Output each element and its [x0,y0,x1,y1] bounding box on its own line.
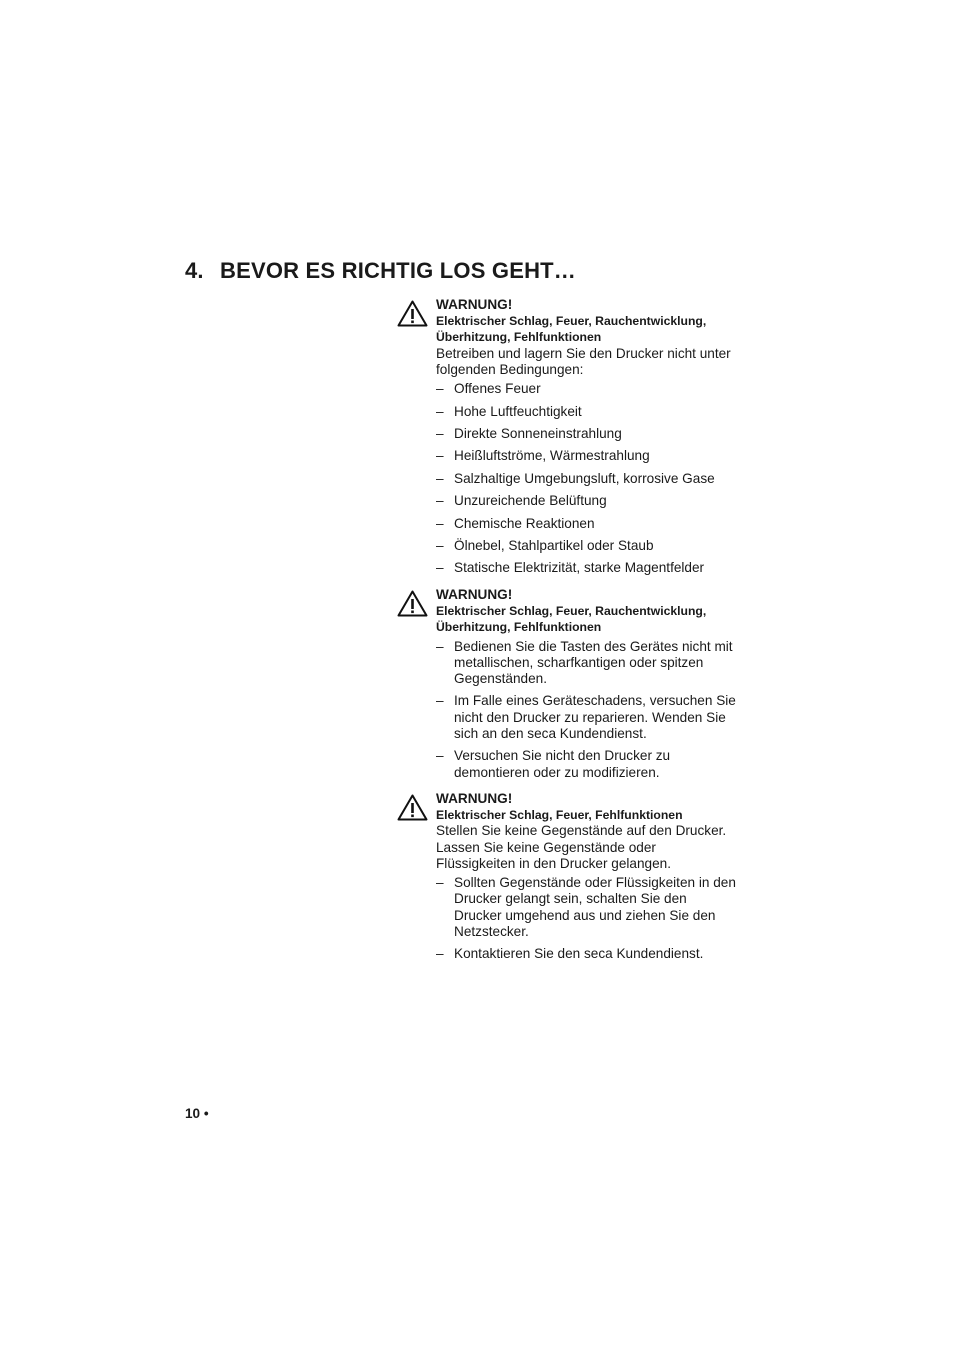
chapter-number: 4. [185,258,204,283]
list-item: – Statische Elektrizität, starke Magentfelder [436,560,737,576]
list-item: – Ölnebel, Stahlpartikel oder Staub [436,538,737,554]
instruction-list [436,639,737,781]
warning-subtitle: Elektrischer Schlag, Feuer, Fehlfunktionen [436,808,683,822]
list-item: – Chemische Reaktionen [436,516,737,532]
warning-triangle-icon [397,590,428,617]
warning-title: WARNUNG! [436,791,513,806]
warning-block-1 [397,296,737,583]
list-item: – Im Falle eines Geräteschadens, versuchen Sie nicht den Drucker zu reparieren. Wenden Sie sich an den seca Kundendienst. [436,693,737,742]
page-number: 10 • [185,1106,209,1121]
chapter-title [185,258,576,284]
warning-subtitle: Elektrischer Schlag, Feuer, Rauchentwicklung, Überhitzung, Fehlfunktionen [436,604,707,635]
list-item: – Sollten Gegenstände oder Flüssigkeiten in den Drucker gelangt sein, schalten Sie den Drucker umgehend aus und ziehen Sie den Netzstecker. [436,875,737,940]
warning-triangle-icon [397,300,428,327]
chapter-heading: BEVOR ES RICHTIG LOS GEHT… [220,258,577,283]
warning-block-3 [397,790,737,969]
list-item: – Kontaktieren Sie den seca Kundendienst. [436,946,737,962]
list-item: – Offenes Feuer [436,381,737,397]
condition-list [436,381,737,576]
instruction-list [436,875,737,962]
warning-title: WARNUNG! [436,297,513,312]
list-item: – Versuchen Sie nicht den Drucker zu demontieren oder zu modifizieren. [436,748,737,781]
warning-triangle-icon [397,794,428,821]
warning-subtitle: Elektrischer Schlag, Feuer, Rauchentwicklung, Überhitzung, Fehlfunktionen [436,314,707,345]
warning-body: Betreiben und lagern Sie den Drucker nicht unter folgenden Bedingungen: [436,345,731,377]
warning-title: WARNUNG! [436,587,513,602]
list-item: – Salzhaltige Umgebungsluft, korrosive Gase [436,471,737,487]
warning-body: Stellen Sie keine Gegenstände auf den Drucker. Lassen Sie keine Gegenstände oder Flüssigkeiten in den Drucker gelangen. [436,823,727,871]
list-item: – Heißluftströme, Wärmestrahlung [436,448,737,464]
list-item: – Bedienen Sie die Tasten des Gerätes nicht mit metallischen, scharfkantigen oder spitzen Gegenständen. [436,639,737,688]
list-item: – Direkte Sonneneinstrahlung [436,426,737,442]
warning-block-2 [397,586,737,787]
list-item: – Hohe Luftfeuchtigkeit [436,404,737,420]
list-item: – Unzureichende Belüftung [436,493,737,509]
